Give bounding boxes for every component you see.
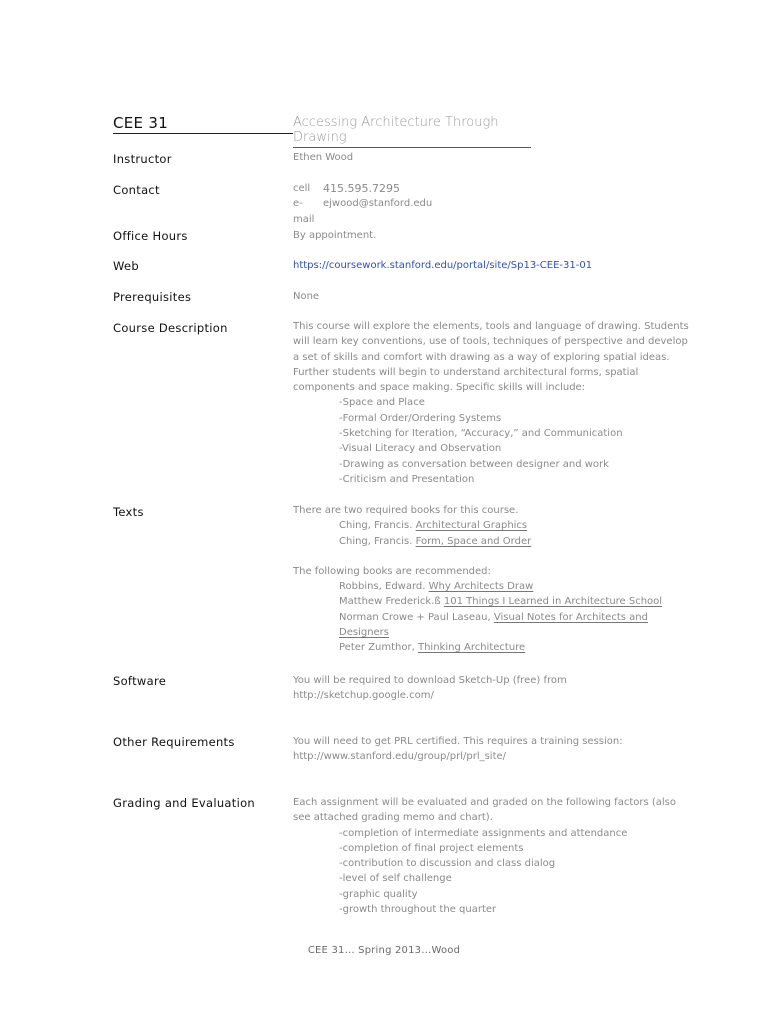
- grading-factor: -graphic quality: [339, 888, 418, 900]
- prerequisites-value: None: [293, 291, 320, 302]
- required-intro: There are two required books for this course.: [293, 505, 519, 516]
- grading-label: Grading and Evaluation: [113, 796, 255, 810]
- course-code: CEE 31: [113, 114, 293, 134]
- grading-block: [293, 795, 693, 917]
- recommended-intro: The following books are recommended:: [293, 565, 491, 577]
- software-label: Software: [113, 674, 167, 688]
- other-requirements-link[interactable]: http://www.stanford.edu/group/prl/prl_site/: [293, 751, 507, 763]
- course-description-block: [293, 319, 693, 487]
- texts-block: [293, 503, 693, 656]
- skill-item: -Formal Order/Ordering Systems: [339, 412, 502, 424]
- spacer: [293, 549, 693, 564]
- web-link[interactable]: https://coursework.stanford.edu/portal/site/Sp13-CEE-31-01: [293, 260, 593, 271]
- skill-item: -Visual Literacy and Observation: [339, 443, 502, 455]
- book-title: Thinking Architecture: [417, 642, 526, 654]
- required-book: [293, 518, 693, 533]
- grading-factor: -completion of intermediate assignments and attendance: [339, 827, 628, 839]
- course-title: Accessing Architecture Through Drawing: [293, 115, 531, 148]
- book-author: Norman Crowe + Paul Laseau,: [339, 611, 491, 623]
- cell-value: 415.595.7295: [323, 182, 400, 195]
- book-author: Ching, Francis.: [339, 520, 413, 532]
- recommended-book: [293, 610, 693, 641]
- office-hours-value: By appointment.: [293, 230, 377, 241]
- texts-label: Texts: [113, 505, 144, 519]
- book-author: Matthew Frederick.ß: [339, 596, 441, 608]
- office-hours-label: Office Hours: [113, 229, 188, 243]
- other-requirements-label: Other Requirements: [113, 735, 235, 749]
- course-description-label: Course Description: [113, 321, 228, 335]
- instructor-value: Ethen Wood: [293, 152, 354, 163]
- cell-label: cell: [293, 183, 311, 194]
- email-label: e-mail: [293, 198, 315, 225]
- book-title: Form, Space and Order: [415, 535, 532, 547]
- book-title: 101 Things I Learned in Architecture School: [443, 596, 663, 608]
- email-value[interactable]: ejwood@stanford.edu: [323, 198, 433, 210]
- other-requirements-block: [293, 734, 693, 765]
- prerequisites-label: Prerequisites: [113, 290, 192, 304]
- web-label: Web: [113, 259, 139, 273]
- grading-factor: -contribution to discussion and class dialog: [339, 858, 556, 870]
- skill-item: -Drawing as conversation between designer and work: [339, 458, 609, 470]
- book-author: Robbins, Edward.: [339, 581, 426, 593]
- course-description-text: This course will explore the elements, tools and language of drawing. Students will learn key conventions, use of tools, techniques of perspective and develop a set of skills and comfort with drawing as a way of exploring spatial ideas. Further students will begin to understand architectural forms, spatial components and space making. Specific skills will include:: [293, 321, 689, 394]
- grading-factor: -completion of final project elements: [339, 842, 524, 854]
- page-footer: [0, 945, 768, 956]
- recommended-book: [293, 640, 693, 655]
- footer-author: Wood: [431, 945, 461, 956]
- grading-intro: Each assignment will be evaluated and graded on the following factors (also see attached grading memo and chart).: [293, 797, 677, 824]
- book-title: Architectural Graphics: [415, 520, 528, 532]
- instructor-label: Instructor: [113, 152, 172, 166]
- skill-item: -Space and Place: [339, 397, 425, 409]
- recommended-book: [293, 579, 693, 594]
- software-line: You will be required to download Sketch-Up (free) from: [293, 675, 567, 686]
- book-title: Why Architects Draw: [428, 581, 534, 593]
- contact-cell-row: [293, 181, 693, 196]
- recommended-book: [293, 594, 693, 609]
- footer-course: CEE 31… Spring 2013…: [307, 945, 432, 956]
- book-author: Peter Zumthor,: [339, 642, 415, 654]
- book-title: Visual Notes for Architects and Designers: [339, 611, 648, 639]
- book-author: Ching, Francis.: [339, 535, 413, 547]
- skill-item: -Criticism and Presentation: [339, 473, 475, 485]
- grading-factor: -growth throughout the quarter: [339, 904, 497, 916]
- grading-factor: -level of self challenge: [339, 873, 452, 885]
- skill-item: -Sketching for Iteration, “Accuracy,” and Communication: [339, 428, 623, 440]
- contact-block: [293, 181, 693, 227]
- other-requirements-line: You will need to get PRL certified. This requires a training session:: [293, 736, 623, 747]
- software-block: [293, 673, 693, 704]
- software-link[interactable]: http://sketchup.google.com/: [293, 690, 434, 702]
- required-book: [293, 534, 693, 549]
- contact-label: Contact: [113, 183, 160, 197]
- contact-email-row: [293, 196, 693, 227]
